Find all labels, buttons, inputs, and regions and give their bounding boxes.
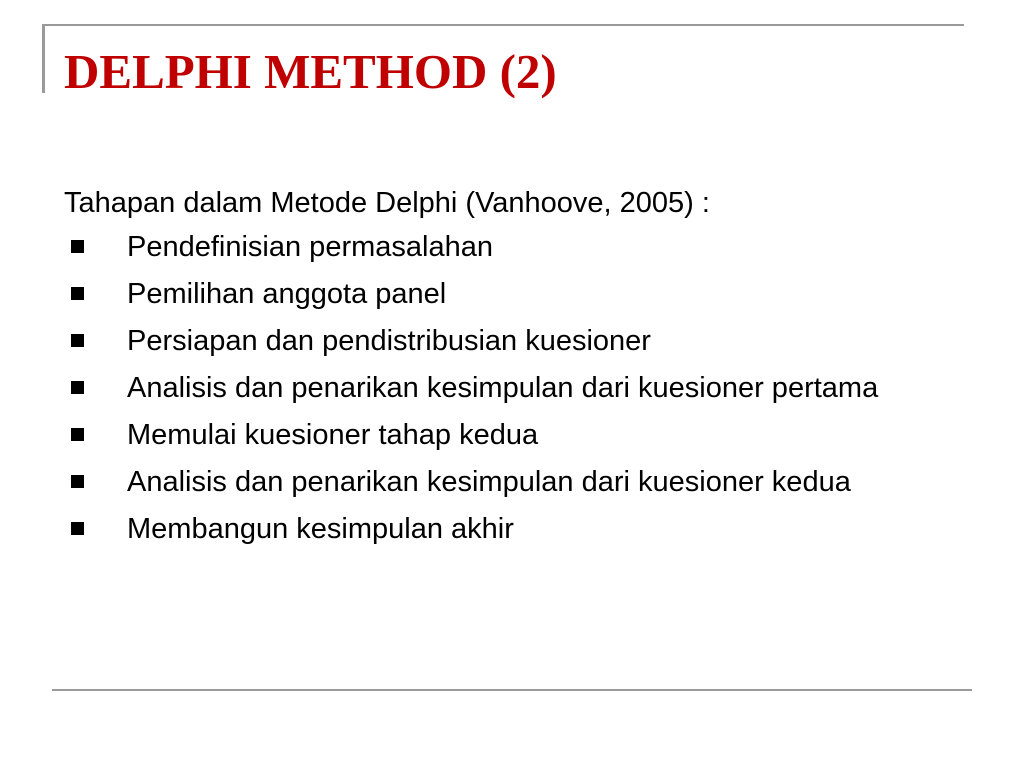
- list-item-step-5: [64, 418, 964, 452]
- left-frame-line: [42, 24, 45, 93]
- step-label: Analisis dan penarikan kesimpulan dari kuesioner kedua: [127, 466, 851, 498]
- square-bullet-icon: [71, 475, 84, 488]
- list-item-step-3: [64, 324, 964, 358]
- slide-title: DELPHI METHOD (2): [64, 44, 557, 99]
- slide-body: [64, 186, 964, 559]
- steps-list: [64, 230, 964, 546]
- square-bullet-icon: [71, 287, 84, 300]
- square-bullet-icon: [71, 428, 84, 441]
- step-label: Analisis dan penarikan kesimpulan dari kuesioner pertama: [127, 372, 879, 404]
- list-item-step-2: [64, 277, 964, 311]
- step-label: Membangun kesimpulan akhir: [127, 513, 514, 545]
- bottom-divider-line: [52, 689, 972, 691]
- list-item-step-7: [64, 512, 964, 546]
- intro-text: Tahapan dalam Metode Delphi (Vanhoove, 2005) :: [64, 187, 710, 219]
- step-label: Persiapan dan pendistribusian kuesioner: [127, 325, 651, 357]
- square-bullet-icon: [71, 240, 84, 253]
- list-item-step-4: [64, 371, 964, 405]
- step-label: Memulai kuesioner tahap kedua: [127, 419, 539, 451]
- list-item-step-1: [64, 230, 964, 264]
- step-label: Pemilihan anggota panel: [127, 278, 447, 310]
- square-bullet-icon: [71, 522, 84, 535]
- square-bullet-icon: [71, 381, 84, 394]
- square-bullet-icon: [71, 334, 84, 347]
- list-item-step-6: [64, 465, 964, 499]
- step-label: Pendefinisian permasalahan: [127, 231, 493, 263]
- top-frame-line: [42, 24, 964, 26]
